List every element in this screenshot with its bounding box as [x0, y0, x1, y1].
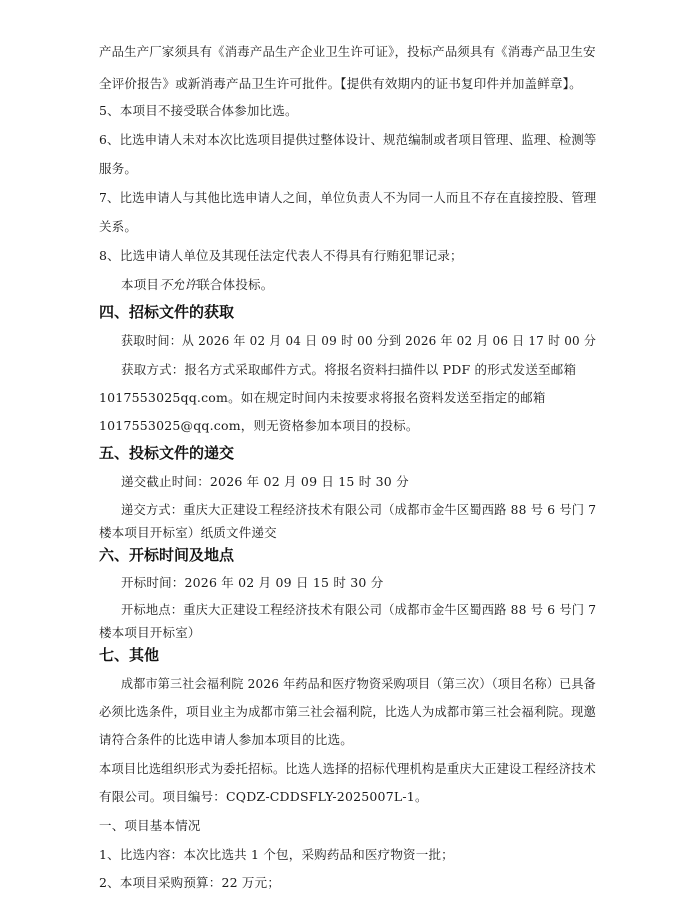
consortium-emphasis: 不允许	[159, 277, 198, 292]
s6-time: 开标时间：2026 年 02 月 09 日 15 时 30 分	[121, 575, 384, 590]
item-7-line-1: 7、比选申请人与其他比选申请人之间，单位负责人不为同一人而且不存在直接控股、管理	[99, 190, 597, 205]
s7-p1-line-1: 成都市第三社会福利院 2026 年药品和医疗物资采购项目（第三次）（项目名称）已具备	[121, 676, 596, 691]
s5-method-line-1: 递交方式：重庆大正建设工程经济技术有限公司（成都市金牛区蜀西路 88 号 6 号门 7	[121, 502, 597, 517]
section-7-heading: 七、其他	[99, 646, 160, 664]
s4-method: 获取方式：报名方式采取邮件方式。将报名资料扫描件以 PDF 的形式发送至邮箱	[121, 362, 577, 377]
s4-email-line-2: 1017553025@qq.com，则无资格参加本项目的投标。	[99, 418, 419, 433]
s4-email-line: 1017553025qq.com。如在规定时间内未按要求将报名资料发送至指定的邮箱	[99, 390, 546, 405]
s7-p1-line-3: 请符合条件的比选申请人参加本项目的比选。	[99, 732, 354, 747]
consortium-post: 联合体投标。	[197, 277, 274, 292]
s6-place-line-1: 开标地点：重庆大正建设工程经济技术有限公司（成都市金牛区蜀西路 88 号 6 号门 7	[121, 602, 597, 617]
s7-p2-line-2: 有限公司。项目编号：CQDZ-CDDSFLY-2025007L-1。	[99, 789, 428, 804]
intro-line-2: 全评价报告》或新消毒产品卫生许可批件。【提供有效期内的证书复印件并加盖鲜章】。	[99, 76, 582, 91]
section-6-heading: 六、开标时间及地点	[99, 546, 235, 564]
s5-method-line-2: 楼本项目开标室）纸质文件递交	[99, 525, 277, 540]
section-5-heading: 五、投标文件的递交	[99, 444, 235, 462]
s4-time: 获取时间：从 2026 年 02 月 04 日 09 时 00 分到 2026 年 02 月 06 日 17 时 00 分	[121, 333, 597, 348]
intro-line-1: 产品生产厂家须具有《消毒产品生产企业卫生许可证》，投标产品须具有《消毒产品卫生安	[99, 44, 596, 59]
section-4-heading: 四、招标文件的获取	[99, 303, 235, 321]
item-8: 8、比选申请人单位及其现任法定代表人不得具有行贿犯罪记录；	[99, 248, 463, 263]
item-5: 5、本项目不接受联合体参加比选。	[99, 103, 298, 118]
s5-deadline: 递交截止时间：2026 年 02 月 09 日 15 时 30 分	[121, 474, 409, 489]
s6-place-line-2: 楼本项目开标室）	[99, 625, 201, 640]
s7-p1-line-2: 必须比选条件，项目业主为成都市第三社会福利院，比选人为成都市第三社会福利院。现邀	[99, 704, 596, 719]
s7-p2-line-1: 本项目比选组织形式为委托招标。比选人选择的招标代理机构是重庆大正建设工程经济技术	[99, 761, 596, 776]
s7-bullet-1: 1、比选内容：本次比选共 1 个包，采购药品和医疗物资一批；	[99, 847, 454, 862]
item-7-line-2: 关系。	[99, 219, 138, 234]
item-6-line-2: 服务。	[99, 161, 138, 176]
s7-sub-heading: 一、项目基本情况	[99, 818, 201, 833]
item-6-line-1: 6、比选申请人未对本次比选项目提供过整体设计、规范编制或者项目管理、监理、检测等	[99, 132, 597, 147]
consortium-pre: 本项目	[121, 277, 160, 292]
consortium-line	[121, 277, 273, 293]
s7-bullet-2: 2、本项目采购预算：22 万元；	[99, 875, 281, 890]
